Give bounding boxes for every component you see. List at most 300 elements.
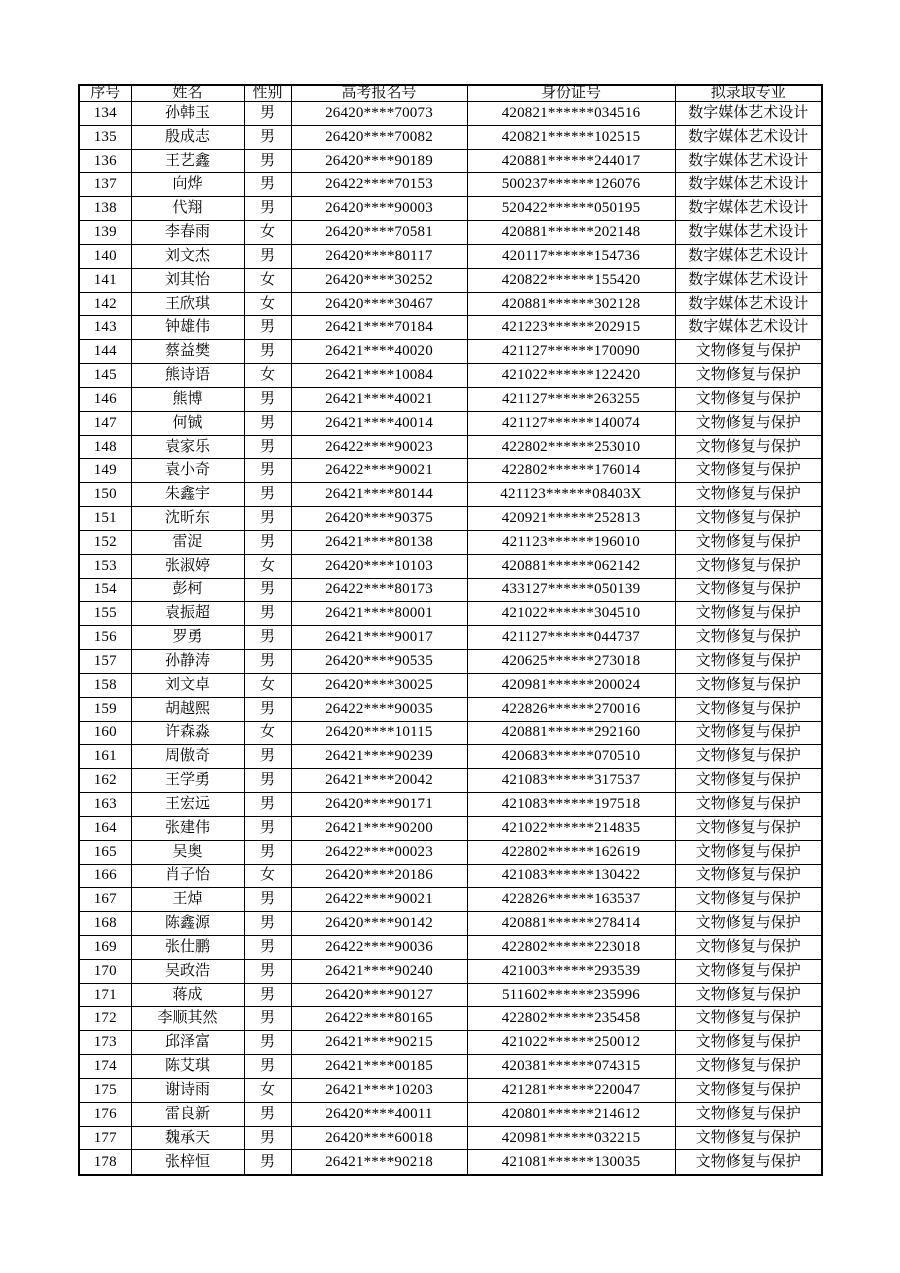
cell-major: 文物修复与保护 [675,387,822,411]
cell-exam-no: 26420****90127 [291,983,467,1007]
cell-index: 168 [79,912,131,936]
cell-gender: 女 [244,292,291,316]
cell-name: 周傲奇 [131,745,244,769]
cell-name: 熊博 [131,387,244,411]
cell-index: 156 [79,626,131,650]
cell-major: 文物修复与保护 [675,697,822,721]
cell-gender: 男 [244,1031,291,1055]
column-header-3: 高考报名号 [291,85,467,102]
cell-gender: 女 [244,673,291,697]
cell-gender: 男 [244,935,291,959]
table-row [79,340,822,364]
cell-index: 146 [79,387,131,411]
cell-exam-no: 26420****70581 [291,221,467,245]
table-body [79,102,822,1176]
cell-exam-no: 26420****90003 [291,197,467,221]
cell-name: 代翔 [131,197,244,221]
cell-gender: 男 [244,745,291,769]
cell-name: 钟雄伟 [131,316,244,340]
cell-major: 文物修复与保护 [675,626,822,650]
table-row [79,125,822,149]
cell-exam-no: 26420****90189 [291,149,467,173]
cell-major: 文物修复与保护 [675,483,822,507]
cell-name: 朱鑫宇 [131,483,244,507]
table-row [79,435,822,459]
cell-name: 王学勇 [131,769,244,793]
cell-index: 172 [79,1007,131,1031]
cell-gender: 女 [244,221,291,245]
cell-index: 166 [79,864,131,888]
cell-id-no: 421281******220047 [467,1078,675,1102]
cell-name: 许森淼 [131,721,244,745]
table-row [79,1126,822,1150]
cell-index: 164 [79,816,131,840]
cell-name: 袁家乐 [131,435,244,459]
cell-id-no: 420821******034516 [467,102,675,126]
cell-major: 文物修复与保护 [675,864,822,888]
cell-id-no: 422802******223018 [467,935,675,959]
cell-id-no: 421123******08403X [467,483,675,507]
cell-exam-no: 26420****90535 [291,650,467,674]
cell-index: 149 [79,459,131,483]
table-row [79,888,822,912]
cell-gender: 男 [244,1055,291,1079]
cell-major: 文物修复与保护 [675,507,822,531]
cell-major: 文物修复与保护 [675,602,822,626]
table-row [79,221,822,245]
cell-index: 151 [79,507,131,531]
cell-id-no: 421083******197518 [467,793,675,817]
cell-exam-no: 26422****90021 [291,888,467,912]
cell-major: 数字媒体艺术设计 [675,292,822,316]
cell-index: 137 [79,173,131,197]
cell-gender: 男 [244,340,291,364]
cell-exam-no: 26422****90021 [291,459,467,483]
cell-exam-no: 26421****70184 [291,316,467,340]
table-row [79,1150,822,1175]
cell-id-no: 420881******278414 [467,912,675,936]
cell-index: 163 [79,793,131,817]
table-row [79,364,822,388]
cell-major: 文物修复与保护 [675,769,822,793]
cell-exam-no: 26420****30252 [291,268,467,292]
cell-index: 167 [79,888,131,912]
table-row [79,864,822,888]
cell-major: 文物修复与保护 [675,459,822,483]
cell-id-no: 421127******140074 [467,411,675,435]
cell-id-no: 420801******214612 [467,1102,675,1126]
table-row [79,935,822,959]
cell-exam-no: 26422****90036 [291,935,467,959]
cell-gender: 男 [244,816,291,840]
cell-gender: 男 [244,483,291,507]
cell-gender: 男 [244,697,291,721]
cell-index: 160 [79,721,131,745]
cell-exam-no: 26421****10203 [291,1078,467,1102]
cell-index: 150 [79,483,131,507]
cell-id-no: 420981******032215 [467,1126,675,1150]
cell-gender: 男 [244,149,291,173]
cell-gender: 男 [244,1150,291,1175]
cell-name: 陈鑫源 [131,912,244,936]
cell-id-no: 520422******050195 [467,197,675,221]
table-row [79,387,822,411]
cell-major: 文物修复与保护 [675,983,822,1007]
cell-name: 谢诗雨 [131,1078,244,1102]
cell-gender: 男 [244,959,291,983]
table-row [79,840,822,864]
cell-exam-no: 26420****10115 [291,721,467,745]
cell-name: 邱泽富 [131,1031,244,1055]
cell-exam-no: 26420****80117 [291,244,467,268]
cell-exam-no: 26420****20186 [291,864,467,888]
cell-name: 袁小奇 [131,459,244,483]
cell-exam-no: 26421****80144 [291,483,467,507]
cell-major: 文物修复与保护 [675,411,822,435]
cell-exam-no: 26421****20042 [291,769,467,793]
cell-name: 张淑婷 [131,554,244,578]
cell-id-no: 422802******162619 [467,840,675,864]
table-row [79,149,822,173]
cell-index: 136 [79,149,131,173]
table-row [79,1078,822,1102]
cell-name: 王欣琪 [131,292,244,316]
table-row [79,244,822,268]
cell-gender: 男 [244,1126,291,1150]
cell-gender: 男 [244,125,291,149]
cell-id-no: 420981******200024 [467,673,675,697]
cell-index: 177 [79,1126,131,1150]
cell-exam-no: 26421****10084 [291,364,467,388]
cell-gender: 男 [244,840,291,864]
cell-index: 135 [79,125,131,149]
cell-major: 文物修复与保护 [675,673,822,697]
table-row [79,316,822,340]
cell-id-no: 421081******130035 [467,1150,675,1175]
cell-gender: 男 [244,173,291,197]
cell-name: 沈昕东 [131,507,244,531]
cell-name: 张建伟 [131,816,244,840]
cell-major: 文物修复与保护 [675,912,822,936]
cell-id-no: 421003******293539 [467,959,675,983]
table-header-row [79,85,822,102]
cell-exam-no: 26420****90171 [291,793,467,817]
cell-major: 数字媒体艺术设计 [675,221,822,245]
cell-major: 文物修复与保护 [675,364,822,388]
cell-gender: 男 [244,411,291,435]
table-row [79,1031,822,1055]
cell-index: 159 [79,697,131,721]
cell-name: 彭柯 [131,578,244,602]
cell-gender: 女 [244,1078,291,1102]
cell-major: 文物修复与保护 [675,1055,822,1079]
cell-index: 165 [79,840,131,864]
cell-gender: 男 [244,793,291,817]
cell-id-no: 420881******244017 [467,149,675,173]
cell-id-no: 420821******102515 [467,125,675,149]
cell-name: 孙韩玉 [131,102,244,126]
cell-major: 文物修复与保护 [675,1150,822,1175]
cell-id-no: 421022******122420 [467,364,675,388]
cell-id-no: 421022******250012 [467,1031,675,1055]
cell-gender: 男 [244,650,291,674]
table-row [79,1007,822,1031]
cell-exam-no: 26420****40011 [291,1102,467,1126]
cell-id-no: 421127******263255 [467,387,675,411]
cell-name: 蒋成 [131,983,244,1007]
cell-major: 文物修复与保护 [675,721,822,745]
cell-index: 143 [79,316,131,340]
cell-major: 数字媒体艺术设计 [675,125,822,149]
cell-index: 170 [79,959,131,983]
cell-gender: 女 [244,364,291,388]
table-row [79,292,822,316]
cell-index: 152 [79,530,131,554]
cell-exam-no: 26420****70082 [291,125,467,149]
cell-gender: 女 [244,864,291,888]
cell-exam-no: 26421****80001 [291,602,467,626]
cell-id-no: 421123******196010 [467,530,675,554]
cell-name: 熊诗语 [131,364,244,388]
table-row [79,983,822,1007]
table-row [79,459,822,483]
cell-major: 数字媒体艺术设计 [675,268,822,292]
cell-gender: 女 [244,721,291,745]
table-row [79,745,822,769]
cell-index: 148 [79,435,131,459]
cell-major: 文物修复与保护 [675,959,822,983]
column-header-5: 拟录取专业 [675,85,822,102]
cell-gender: 男 [244,459,291,483]
cell-exam-no: 26420****90142 [291,912,467,936]
cell-index: 141 [79,268,131,292]
cell-name: 李顺其然 [131,1007,244,1031]
cell-major: 文物修复与保护 [675,578,822,602]
cell-name: 刘文杰 [131,244,244,268]
cell-index: 173 [79,1031,131,1055]
cell-index: 147 [79,411,131,435]
cell-id-no: 420881******062142 [467,554,675,578]
cell-id-no: 433127******050139 [467,578,675,602]
cell-major: 数字媒体艺术设计 [675,197,822,221]
cell-index: 161 [79,745,131,769]
cell-major: 文物修复与保护 [675,435,822,459]
table-row [79,697,822,721]
cell-name: 雷浞 [131,530,244,554]
cell-major: 数字媒体艺术设计 [675,316,822,340]
table-row [79,769,822,793]
cell-gender: 男 [244,102,291,126]
table-row [79,673,822,697]
table-row [79,1102,822,1126]
cell-gender: 女 [244,554,291,578]
cell-major: 文物修复与保护 [675,1102,822,1126]
cell-exam-no: 26422****80173 [291,578,467,602]
cell-name: 胡越熙 [131,697,244,721]
cell-exam-no: 26421****90017 [291,626,467,650]
cell-major: 文物修复与保护 [675,840,822,864]
cell-index: 145 [79,364,131,388]
cell-id-no: 422802******176014 [467,459,675,483]
cell-major: 文物修复与保护 [675,530,822,554]
table-row [79,197,822,221]
cell-id-no: 420625******273018 [467,650,675,674]
cell-name: 向烨 [131,173,244,197]
cell-gender: 女 [244,268,291,292]
cell-gender: 男 [244,530,291,554]
cell-index: 154 [79,578,131,602]
table-row [79,650,822,674]
cell-index: 138 [79,197,131,221]
cell-name: 何铖 [131,411,244,435]
cell-index: 142 [79,292,131,316]
table-row [79,1055,822,1079]
cell-index: 153 [79,554,131,578]
cell-name: 吴政浩 [131,959,244,983]
cell-index: 140 [79,244,131,268]
cell-name: 李春雨 [131,221,244,245]
cell-id-no: 511602******235996 [467,983,675,1007]
cell-gender: 男 [244,626,291,650]
cell-major: 文物修复与保护 [675,816,822,840]
cell-major: 数字媒体艺术设计 [675,244,822,268]
cell-major: 文物修复与保护 [675,1007,822,1031]
cell-gender: 男 [244,507,291,531]
cell-exam-no: 26420****30025 [291,673,467,697]
cell-exam-no: 26421****90218 [291,1150,467,1175]
cell-major: 文物修复与保护 [675,745,822,769]
cell-major: 文物修复与保护 [675,888,822,912]
cell-exam-no: 26421****00185 [291,1055,467,1079]
cell-index: 174 [79,1055,131,1079]
cell-gender: 男 [244,316,291,340]
cell-id-no: 422826******163537 [467,888,675,912]
cell-index: 178 [79,1150,131,1175]
cell-major: 文物修复与保护 [675,935,822,959]
cell-exam-no: 26422****90023 [291,435,467,459]
cell-name: 王焯 [131,888,244,912]
cell-name: 魏承天 [131,1126,244,1150]
cell-exam-no: 26422****90035 [291,697,467,721]
cell-exam-no: 26421****90200 [291,816,467,840]
column-header-0: 序号 [79,85,131,102]
table-row [79,578,822,602]
cell-name: 张梓恒 [131,1150,244,1175]
cell-id-no: 422802******253010 [467,435,675,459]
cell-exam-no: 26420****70073 [291,102,467,126]
cell-gender: 男 [244,1102,291,1126]
table-row [79,959,822,983]
cell-exam-no: 26420****90375 [291,507,467,531]
cell-exam-no: 26421****40020 [291,340,467,364]
cell-id-no: 421127******170090 [467,340,675,364]
cell-name: 王艺鑫 [131,149,244,173]
admission-table [78,84,823,1176]
cell-name: 蔡益樊 [131,340,244,364]
cell-name: 殷成志 [131,125,244,149]
cell-index: 144 [79,340,131,364]
table-row [79,102,822,126]
cell-gender: 男 [244,578,291,602]
cell-id-no: 422802******235458 [467,1007,675,1031]
cell-major: 数字媒体艺术设计 [675,102,822,126]
cell-id-no: 420381******074315 [467,1055,675,1079]
table-row [79,530,822,554]
cell-exam-no: 26422****80165 [291,1007,467,1031]
cell-name: 孙静涛 [131,650,244,674]
cell-name: 刘其怡 [131,268,244,292]
cell-id-no: 420881******292160 [467,721,675,745]
cell-index: 134 [79,102,131,126]
table-row [79,816,822,840]
cell-gender: 男 [244,769,291,793]
cell-exam-no: 26422****70153 [291,173,467,197]
cell-name: 罗勇 [131,626,244,650]
cell-name: 雷良新 [131,1102,244,1126]
cell-gender: 男 [244,244,291,268]
cell-id-no: 421223******202915 [467,316,675,340]
cell-exam-no: 26421****90215 [291,1031,467,1055]
table-row [79,411,822,435]
cell-index: 175 [79,1078,131,1102]
cell-index: 176 [79,1102,131,1126]
cell-name: 陈艾琪 [131,1055,244,1079]
cell-id-no: 422826******270016 [467,697,675,721]
cell-id-no: 421022******304510 [467,602,675,626]
cell-major: 文物修复与保护 [675,1031,822,1055]
cell-gender: 男 [244,912,291,936]
cell-id-no: 420683******070510 [467,745,675,769]
cell-index: 169 [79,935,131,959]
cell-name: 刘文卓 [131,673,244,697]
cell-index: 139 [79,221,131,245]
cell-gender: 男 [244,197,291,221]
table-row [79,483,822,507]
cell-gender: 男 [244,387,291,411]
table-row [79,793,822,817]
cell-name: 吴奥 [131,840,244,864]
cell-name: 肖子怡 [131,864,244,888]
cell-gender: 男 [244,888,291,912]
column-header-4: 身份证号 [467,85,675,102]
cell-index: 157 [79,650,131,674]
cell-major: 文物修复与保护 [675,650,822,674]
cell-major: 文物修复与保护 [675,554,822,578]
cell-exam-no: 26420****10103 [291,554,467,578]
cell-exam-no: 26422****00023 [291,840,467,864]
cell-id-no: 420117******154736 [467,244,675,268]
cell-id-no: 420822******155420 [467,268,675,292]
table-row [79,912,822,936]
cell-index: 171 [79,983,131,1007]
cell-id-no: 420881******302128 [467,292,675,316]
cell-major: 文物修复与保护 [675,1078,822,1102]
table-row [79,554,822,578]
cell-major: 数字媒体艺术设计 [675,173,822,197]
cell-name: 袁振超 [131,602,244,626]
cell-name: 张仕鹏 [131,935,244,959]
cell-major: 文物修复与保护 [675,1126,822,1150]
column-header-1: 姓名 [131,85,244,102]
cell-gender: 男 [244,435,291,459]
cell-id-no: 421083******130422 [467,864,675,888]
cell-index: 162 [79,769,131,793]
cell-major: 数字媒体艺术设计 [675,149,822,173]
cell-gender: 男 [244,983,291,1007]
cell-gender: 男 [244,1007,291,1031]
cell-exam-no: 26421****90239 [291,745,467,769]
table-row [79,268,822,292]
